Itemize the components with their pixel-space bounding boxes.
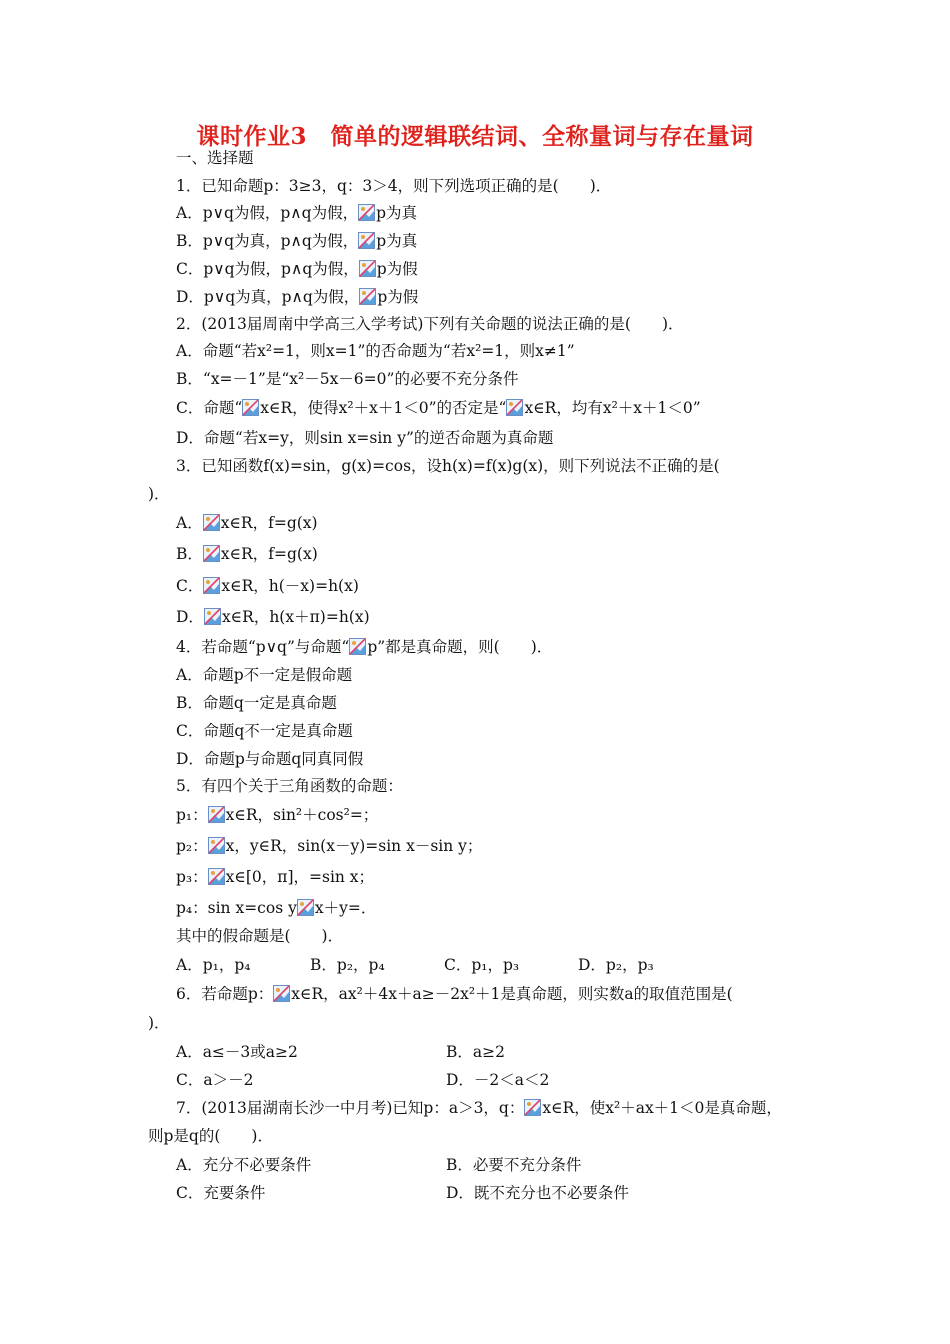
q1-option-b: B．p∨q为真，p∧q为假， p为真: [176, 232, 418, 250]
q2-option-d: D．命题“若x=y，则sin x=sin y”的逆否命题为真命题: [176, 429, 554, 447]
broken-image-icon: [524, 1099, 541, 1116]
broken-image-icon: [273, 985, 290, 1002]
q1-option-a: A．p∨q为假，p∧q为假， p为真: [176, 204, 418, 222]
q3-option-d: D． x∈R，h(x＋π)=h(x): [176, 608, 370, 626]
broken-image-icon: [297, 899, 314, 916]
page-title: 课时作业3 简单的逻辑联结词、全称量词与存在量词: [196, 123, 754, 150]
question-3: 3．已知函数f(x)=sin，g(x)=cos，设h(x)=f(x)g(x)，则下列说法不正确的是(: [176, 457, 720, 475]
broken-image-icon: [349, 638, 366, 655]
question-5-prompt: 其中的假命题是( )．: [176, 927, 344, 945]
broken-image-icon: [242, 399, 259, 416]
question-2: 2．(2013届周南中学高三入学考试)下列有关命题的说法正确的是( )．: [176, 315, 684, 333]
question-7-cont: 则p是q的( )．: [148, 1127, 273, 1145]
broken-image-icon: [208, 806, 225, 823]
q7-option-a: A．充分不必要条件: [176, 1156, 312, 1174]
broken-image-icon: [359, 260, 376, 277]
broken-image-icon: [506, 399, 523, 416]
q5-option-d: D．p₂，p₃: [578, 956, 654, 974]
q2-option-b: B．“x=－1”是“x²－5x－6=0”的必要不充分条件: [176, 370, 519, 388]
question-7: 7．(2013届湖南长沙一中月考)已知p：a＞3，q： x∈R，使x²＋ax＋1＜0是真命题，: [176, 1099, 782, 1117]
q7-option-c: C．充要条件: [176, 1184, 266, 1202]
q7-option-b: B．必要不充分条件: [446, 1156, 582, 1174]
q3-option-a: A． x∈R，f=g(x): [176, 514, 318, 532]
q2-option-a: A．命题“若x²=1，则x=1”的否命题为“若x²=1，则x≠1”: [176, 342, 575, 360]
q2-option-c: C．命题“ x∈R，使得x²＋x＋1＜0”的否定是“ x∈R，均有x²＋x＋1＜0”: [176, 399, 701, 417]
q4-option-c: C．命题q不一定是真命题: [176, 722, 353, 740]
question-1: 1．已知命题p：3≥3，q：3＞4，则下列选项正确的是( )．: [176, 177, 612, 195]
section-heading: 一、选择题: [176, 149, 254, 167]
broken-image-icon: [358, 204, 375, 221]
question-6: 6．若命题p： x∈R，ax²＋4x＋a≥－2x²＋1是真命题，则实数a的取值范围是(: [176, 985, 733, 1003]
proposition-p1: p₁： x∈R，sin²＋cos²=；: [176, 806, 379, 824]
q6-option-c: C．a＞－2: [176, 1071, 254, 1089]
q7-option-d: D．既不充分也不必要条件: [446, 1184, 629, 1202]
broken-image-icon: [203, 514, 220, 531]
broken-image-icon: [204, 608, 221, 625]
q3-option-c: C． x∈R，h(－x)=h(x): [176, 577, 359, 595]
question-5: 5．有四个关于三角函数的命题：: [176, 777, 403, 795]
q5-option-a: A．p₁，p₄: [176, 956, 251, 974]
broken-image-icon: [359, 288, 376, 305]
q6-option-a: A．a≤－3或a≥2: [176, 1043, 298, 1061]
q1-option-c: C．p∨q为假，p∧q为假， p为假: [176, 260, 418, 278]
q6-option-b: B．a≥2: [446, 1043, 505, 1061]
broken-image-icon: [208, 868, 225, 885]
q4-option-a: A．命题p不一定是假命题: [176, 666, 353, 684]
broken-image-icon: [203, 577, 220, 594]
q1-option-d: D．p∨q为真，p∧q为假， p为假: [176, 288, 419, 306]
q6-option-d: D．－2＜a＜2: [446, 1071, 550, 1089]
q4-option-d: D．命题p与命题q同真同假: [176, 750, 364, 768]
broken-image-icon: [203, 545, 220, 562]
broken-image-icon: [208, 837, 225, 854]
question-6-cont: )．: [148, 1014, 170, 1032]
q5-option-c: C．p₁，p₃: [444, 956, 520, 974]
q5-option-b: B．p₂，p₄: [310, 956, 385, 974]
q4-option-b: B．命题q一定是真命题: [176, 694, 337, 712]
question-3-cont: )．: [148, 485, 170, 503]
proposition-p3: p₃： x∈[0，π]，=sin x；: [176, 868, 375, 886]
proposition-p4: p₄：sin x=cos y x＋y=．: [176, 899, 377, 917]
q3-option-b: B． x∈R，f=g(x): [176, 545, 318, 563]
proposition-p2: p₂： x，y∈R，sin(x－y)=sin x－sin y；: [176, 837, 483, 855]
broken-image-icon: [358, 232, 375, 249]
question-4: 4．若命题“p∨q”与命题“ p”都是真命题，则( )．: [176, 638, 553, 656]
